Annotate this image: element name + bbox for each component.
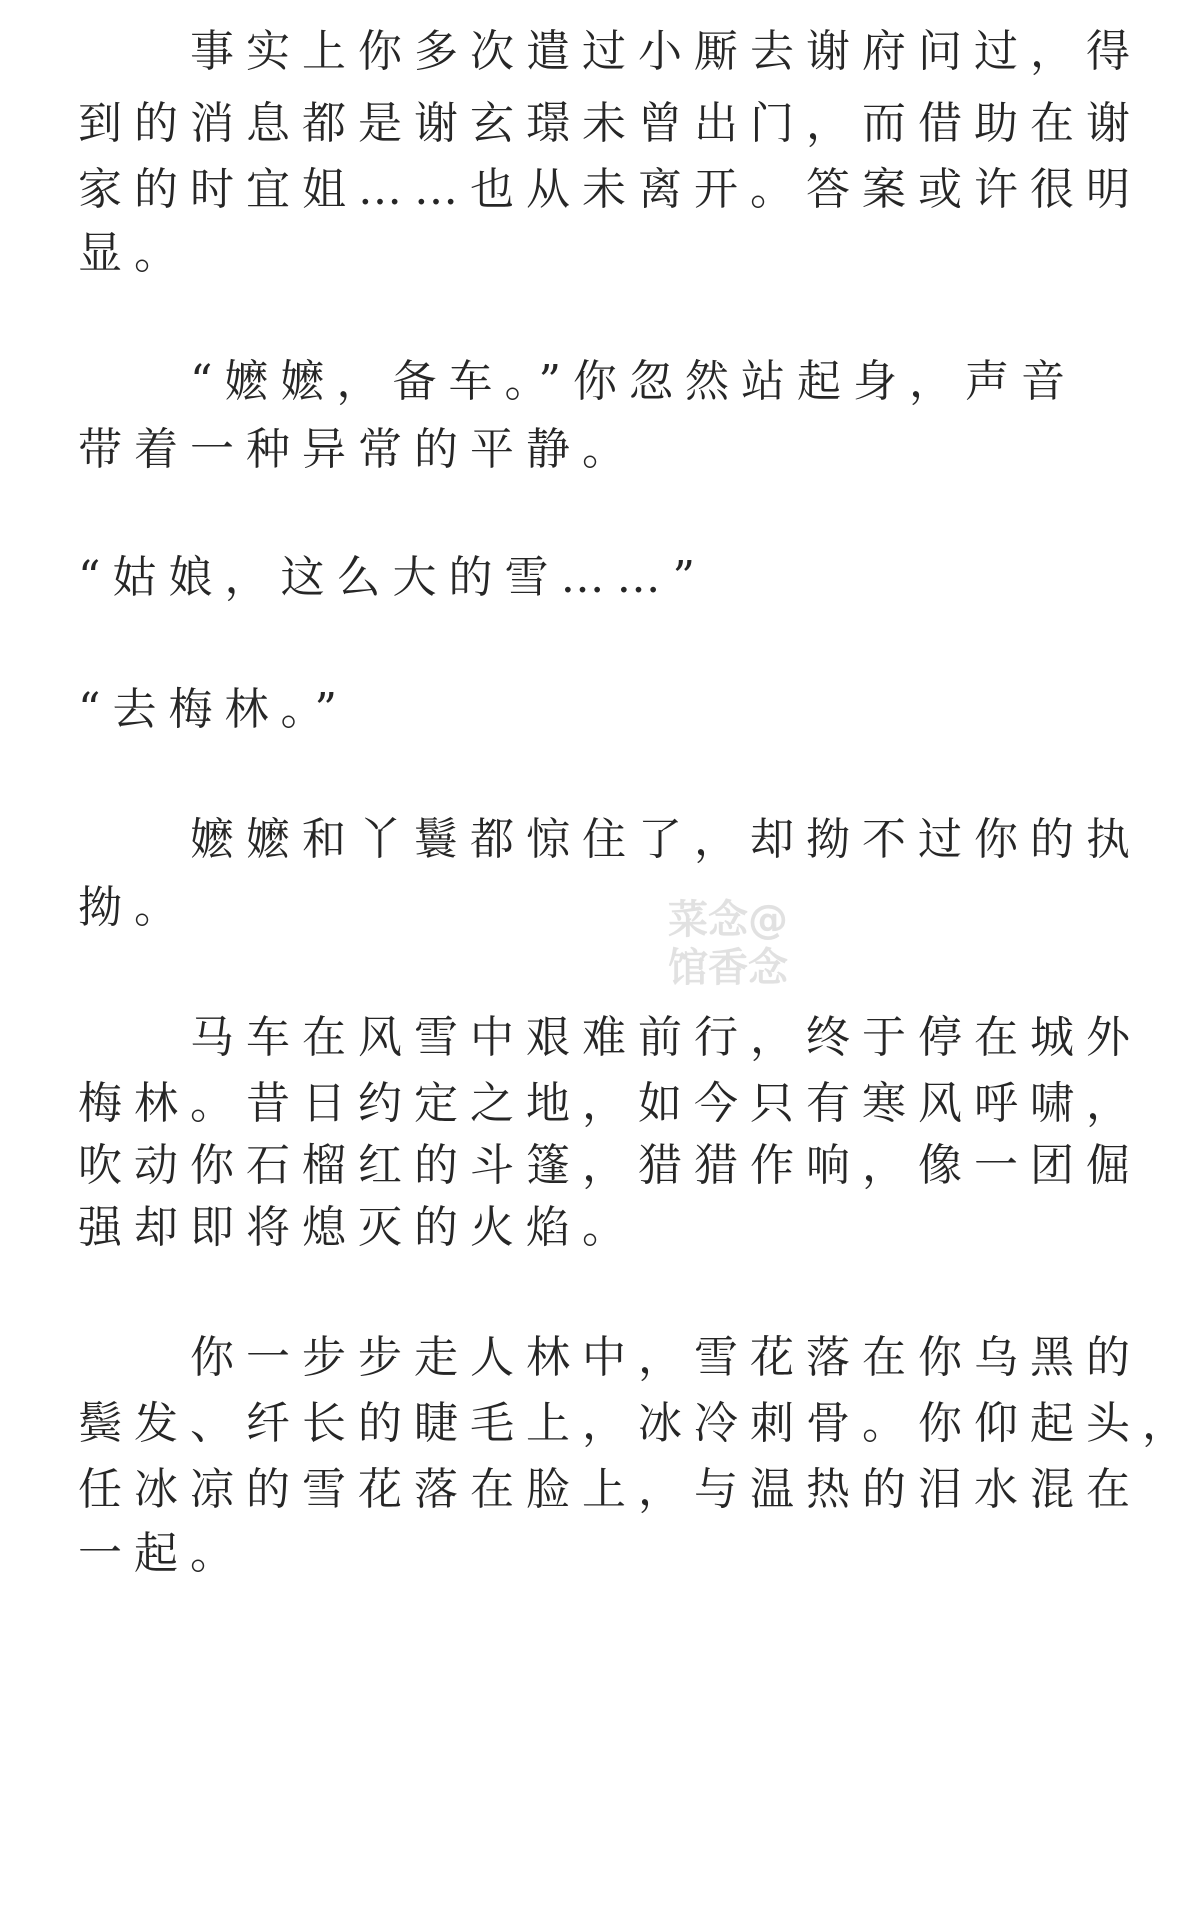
text-line: 马车在风雪中艰难前行，终于停在城外: [78, 1012, 1142, 1063]
text-line: 家的时宜姐……也从未离开。答案或许很明: [78, 164, 1142, 215]
text-line: 鬓发、纤长的睫毛上，冰冷刺骨。你仰起头，: [78, 1398, 1198, 1449]
text-line: 嬷嬷和丫鬟都惊住了，却拗不过你的执: [78, 814, 1142, 865]
text-line: 强却即将熄灭的火焰。: [78, 1202, 638, 1253]
text-line: “去梅林。”: [78, 684, 349, 735]
text-line: 一起。: [78, 1528, 246, 1579]
text-line: 吹动你石榴红的斗篷，猎猎作响，像一团倔: [78, 1140, 1142, 1191]
text-line: 拗。: [78, 882, 190, 933]
watermark: [668, 896, 808, 992]
text-line: 带着一种异常的平静。: [78, 424, 638, 475]
watermark-line: 菜念@: [668, 897, 788, 943]
text-line: 任冰凉的雪花落在脸上，与温热的泪水混在: [78, 1464, 1142, 1515]
text-line: 梅林。昔日约定之地，如今只有寒风呼啸，: [78, 1078, 1142, 1129]
text-line: 到的消息都是谢玄璟未曾出门，而借助在谢: [78, 98, 1142, 149]
watermark-line: 馆香念: [668, 945, 788, 991]
text-line: 事实上你多次遣过小厮去谢府问过，得: [78, 26, 1142, 77]
text-line: “嬷嬷，备车。”你忽然站起身，声音: [78, 356, 1077, 407]
text-line: 显。: [78, 228, 190, 279]
text-line: “姑娘，这么大的雪……”: [78, 552, 707, 603]
text-line: 你一步步走人林中，雪花落在你乌黑的: [78, 1332, 1142, 1383]
